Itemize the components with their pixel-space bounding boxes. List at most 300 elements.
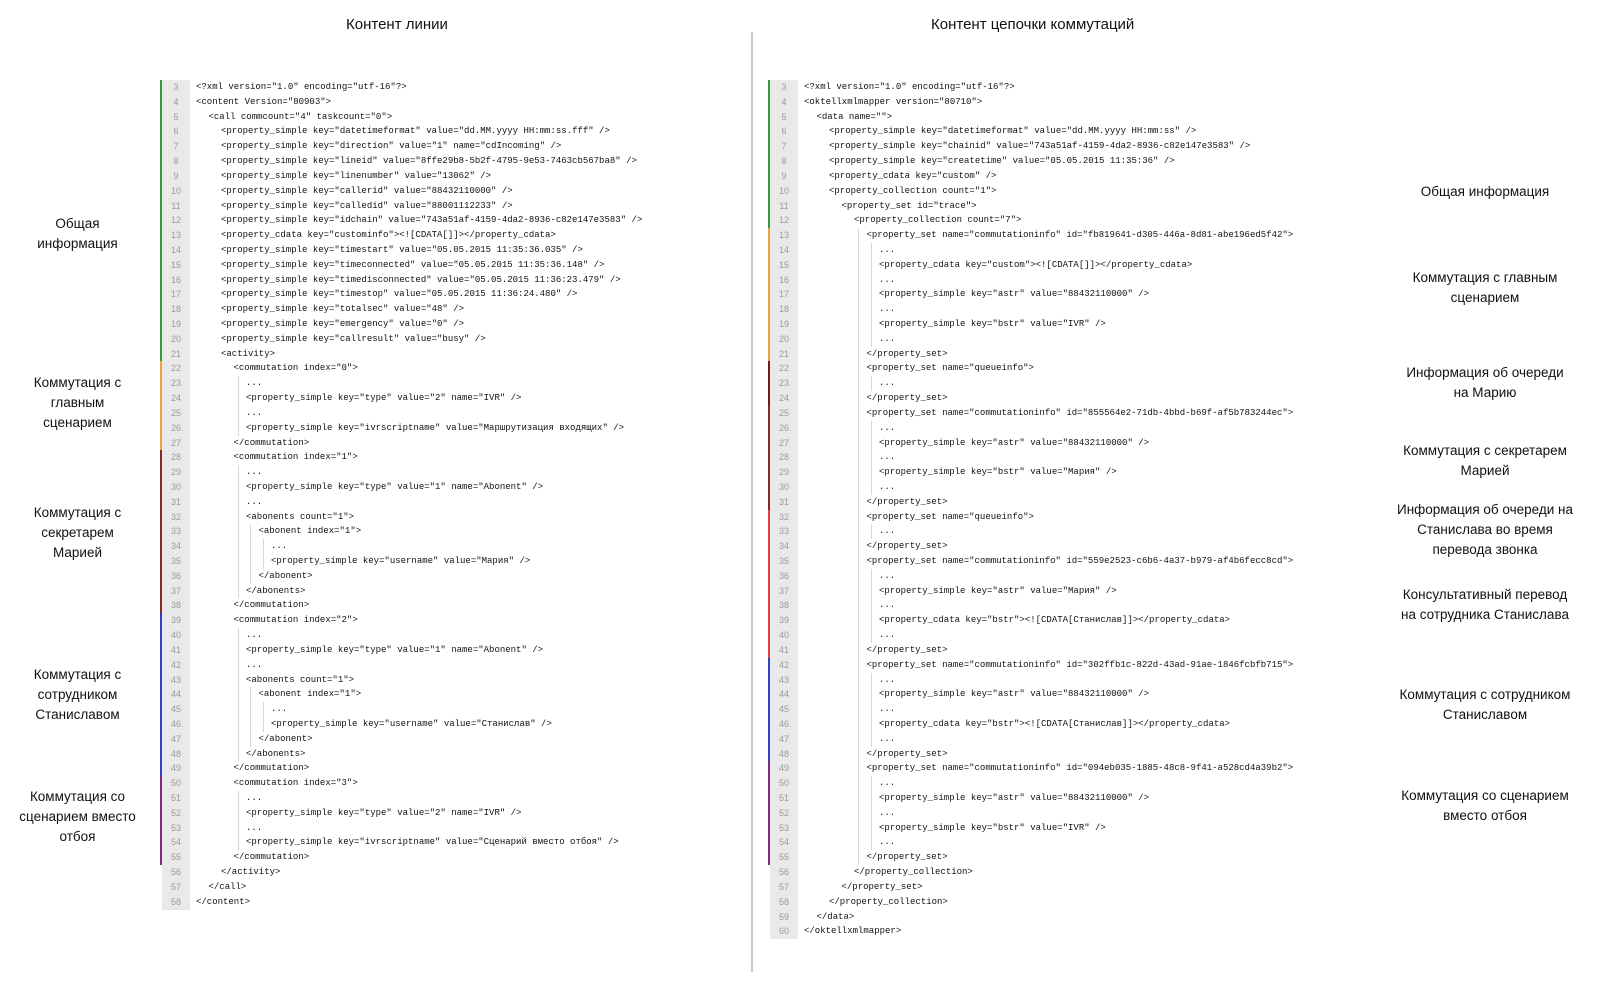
- code-line: [770, 510, 1370, 525]
- code-text: ...: [879, 733, 896, 744]
- code-line: [770, 910, 1370, 925]
- code-line: [770, 554, 1370, 569]
- code-line: [770, 421, 1370, 436]
- line-number: 53: [162, 821, 190, 836]
- line-number: 42: [162, 658, 190, 673]
- code-line: [162, 347, 742, 362]
- line-number: 19: [770, 317, 798, 332]
- code-line: [770, 228, 1370, 243]
- right-label-instead-hangup: Коммутация со сценарием вместо отбоя: [1401, 788, 1569, 823]
- right-label-main-scenario: Коммутация с главным сценарием: [1412, 270, 1558, 305]
- code-text: </oktellxmlmapper>: [804, 926, 902, 937]
- code-text: ...: [879, 378, 896, 389]
- code-text: <commutation index="3">: [233, 778, 358, 789]
- line-number: 3: [162, 80, 190, 95]
- line-number: 6: [162, 124, 190, 139]
- code-text: <property_set name="queueinfo">: [866, 511, 1034, 522]
- code-line: [162, 258, 742, 273]
- line-number: 33: [770, 524, 798, 539]
- code-text: ...: [879, 333, 896, 344]
- line-number: 56: [162, 865, 190, 880]
- line-number: 49: [162, 761, 190, 776]
- line-number: 7: [162, 139, 190, 154]
- code-line: [770, 480, 1370, 495]
- code-text: <abonents count="1">: [246, 674, 355, 685]
- code-text: <property_simple key="astr" value="88432110000" />: [879, 437, 1150, 448]
- line-number: 9: [162, 169, 190, 184]
- line-number: 47: [162, 732, 190, 747]
- code-text: ...: [246, 467, 263, 478]
- code-text: <property_set name="commutationinfo" id="855564e2-71db-4bbd-b69f-af5b783244ec">: [866, 407, 1294, 418]
- code-line: [162, 806, 742, 821]
- code-text: ...: [246, 407, 263, 418]
- code-text: </commutation>: [233, 600, 310, 611]
- code-text: ...: [879, 600, 896, 611]
- code-line: [162, 569, 742, 584]
- line-number: 6: [770, 124, 798, 139]
- line-number: 52: [162, 806, 190, 821]
- code-line: [770, 391, 1370, 406]
- code-line: [162, 184, 742, 199]
- line-number: 11: [770, 199, 798, 214]
- code-text: <property_simple key="totalsec" value="48" />: [221, 304, 465, 315]
- line-number: 10: [770, 184, 798, 199]
- code-text: <property_simple key="lineid" value="8ffe29b8-5b2f-4795-9e53-7463cb567ba8" />: [221, 156, 637, 167]
- right-column-title: Контент цепочки коммутаций: [931, 16, 1135, 33]
- code-text: ...: [879, 778, 896, 789]
- code-line: [770, 880, 1370, 895]
- line-number: 47: [770, 732, 798, 747]
- code-text: <property_cdata key="custominfo"><![CDATA[]]></property_cdata>: [221, 230, 556, 241]
- code-text: <property_simple key="type" value="2" name="IVR" />: [246, 807, 522, 818]
- left-label-secretary: Коммутация с секретарем Марией: [33, 505, 122, 560]
- code-text: <property_simple key="username" value="Мария" />: [271, 556, 531, 566]
- left-label-general: Общая информация: [37, 216, 118, 251]
- code-text: ...: [879, 570, 896, 581]
- code-line: [770, 791, 1370, 806]
- line-number: 46: [770, 717, 798, 732]
- code-text: <property_simple key="callerid" value="88432110000" />: [221, 185, 513, 196]
- line-number: 5: [162, 110, 190, 125]
- code-line: [162, 406, 742, 421]
- right-label-consult-transfer: Консультативный перевод на сотрудника Станислава: [1401, 587, 1569, 622]
- line-number: 17: [162, 287, 190, 302]
- code-line: [162, 495, 742, 510]
- line-number: 21: [162, 347, 190, 362]
- code-text: ...: [879, 244, 896, 255]
- line-number: 51: [770, 791, 798, 806]
- code-text: <commutation index="2">: [233, 615, 358, 626]
- line-number: 17: [770, 287, 798, 302]
- line-number: 7: [770, 139, 798, 154]
- code-line: [162, 213, 742, 228]
- code-line: [162, 332, 742, 347]
- code-text: ...: [271, 541, 288, 552]
- code-line: [770, 747, 1370, 762]
- left-label-instead-hangup: Коммутация со сценарием вместо отбоя: [19, 789, 136, 844]
- code-line: [770, 865, 1370, 880]
- code-text: <property_simple key="astr" value="Мария" />: [879, 585, 1117, 596]
- code-line: [770, 406, 1370, 421]
- code-text: </data>: [816, 911, 855, 922]
- line-number: 45: [770, 702, 798, 717]
- code-text: <property_simple key="callresult" value="busy" />: [221, 333, 486, 344]
- code-line: [770, 95, 1370, 110]
- line-number: 56: [770, 865, 798, 880]
- line-number: 44: [162, 687, 190, 702]
- code-text: <abonent index="1">: [258, 689, 362, 700]
- code-line: [162, 880, 742, 895]
- line-number: 27: [162, 436, 190, 451]
- code-text: </property_set>: [866, 393, 948, 404]
- line-number: 18: [162, 302, 190, 317]
- code-line: [770, 450, 1370, 465]
- code-line: [162, 895, 742, 910]
- code-line: [770, 347, 1370, 362]
- code-text: <property_set name="queueinfo">: [866, 363, 1034, 374]
- line-number: 49: [770, 761, 798, 776]
- code-text: <property_set name="commutationinfo" id="302ffb1c-822d-43ad-91ae-1846fcbfb715">: [866, 659, 1294, 670]
- right-label-secretary: Коммутация с секретарем Марией: [1403, 443, 1567, 478]
- code-line: [770, 702, 1370, 717]
- code-text: ...: [879, 704, 896, 715]
- code-text: <property_simple key="direction" value="1" name="cdIncoming" />: [221, 141, 562, 152]
- code-line: [770, 302, 1370, 317]
- code-line: [162, 287, 742, 302]
- column-divider: [751, 32, 753, 972]
- code-text: </property_set>: [866, 748, 948, 759]
- code-text: <property_set name="commutationinfo" id="094eb035-1885-48c8-9f41-a528cd4a39b2">: [866, 763, 1294, 774]
- line-number: 8: [162, 154, 190, 169]
- code-line: [162, 124, 742, 139]
- line-number: 42: [770, 658, 798, 673]
- code-line: [162, 169, 742, 184]
- code-line: [770, 895, 1370, 910]
- line-number: 43: [770, 673, 798, 688]
- line-number: 36: [162, 569, 190, 584]
- line-number: 30: [162, 480, 190, 495]
- code-line: [162, 273, 742, 288]
- code-text: <property_simple key="bstr" value="Мария" />: [879, 467, 1117, 478]
- line-number: 3: [770, 80, 798, 95]
- line-number: 37: [162, 584, 190, 599]
- code-text: <property_simple key="datetimeformat" value="dd.MM.yyyy HH:mm:ss.fff" />: [221, 126, 610, 137]
- code-line: [162, 658, 742, 673]
- code-text: </property_set>: [866, 644, 948, 655]
- code-text: </commutation>: [233, 437, 310, 448]
- code-line: [770, 332, 1370, 347]
- line-number: 39: [770, 613, 798, 628]
- line-number: 59: [770, 910, 798, 925]
- right-label-general: Общая информация: [1420, 184, 1550, 199]
- line-number: 43: [162, 673, 190, 688]
- code-text: <property_simple key="type" value="1" name="Abonent" />: [246, 644, 544, 655]
- code-line: [770, 154, 1370, 169]
- line-number: 32: [162, 510, 190, 525]
- code-text: ...: [879, 452, 896, 463]
- code-text: <abonents count="1">: [246, 511, 355, 522]
- code-line: [770, 835, 1370, 850]
- line-number: 45: [162, 702, 190, 717]
- code-line: [770, 524, 1370, 539]
- line-number: 26: [162, 421, 190, 436]
- line-number: 19: [162, 317, 190, 332]
- line-number: 36: [770, 569, 798, 584]
- code-text: </abonent>: [258, 733, 313, 744]
- line-number: 46: [162, 717, 190, 732]
- code-text: ...: [879, 274, 896, 285]
- code-text: ...: [879, 526, 896, 537]
- line-number: 48: [162, 747, 190, 762]
- line-number: 55: [162, 850, 190, 865]
- code-text: ...: [246, 630, 263, 641]
- code-line: [162, 524, 742, 539]
- code-line: [770, 569, 1370, 584]
- line-number: 20: [770, 332, 798, 347]
- code-line: [162, 850, 742, 865]
- line-number: 8: [770, 154, 798, 169]
- code-line: [162, 80, 742, 95]
- code-line: [162, 154, 742, 169]
- line-number: 34: [770, 539, 798, 554]
- code-line: [162, 436, 742, 451]
- code-text: <property_simple key="datetimeformat" value="dd.MM.yyyy HH:mm:ss" />: [829, 126, 1197, 137]
- line-number: 58: [770, 895, 798, 910]
- code-text: <property_simple key="chainid" value="743a51af-4159-4da2-8936-c82e147e3583" />: [829, 141, 1251, 152]
- line-number: 35: [770, 554, 798, 569]
- code-line: [162, 302, 742, 317]
- code-text: <content Version="80903">: [196, 96, 332, 107]
- line-number: 57: [770, 880, 798, 895]
- line-number: 24: [162, 391, 190, 406]
- line-number: 22: [162, 361, 190, 376]
- line-number: 27: [770, 436, 798, 451]
- code-line: [162, 673, 742, 688]
- code-text: <property_simple key="astr" value="88432110000" />: [879, 689, 1150, 700]
- line-number: 12: [770, 213, 798, 228]
- code-line: [770, 539, 1370, 554]
- code-text: <property_set id="trace">: [841, 200, 977, 211]
- line-number: 40: [770, 628, 798, 643]
- code-text: <?xml version="1.0" encoding="utf-16"?>: [804, 82, 1015, 92]
- code-text: <property_simple key="timedisconnected" value="05.05.2015 11:36:23.479" />: [221, 274, 621, 285]
- right-code-listing: [770, 80, 1370, 939]
- line-number: 57: [162, 880, 190, 895]
- line-number: 54: [162, 835, 190, 850]
- code-line: [770, 658, 1370, 673]
- line-number: 60: [770, 924, 798, 939]
- code-line: [770, 732, 1370, 747]
- code-text: ...: [879, 304, 896, 315]
- code-line: [770, 821, 1370, 836]
- code-text: <commutation index="0">: [233, 363, 358, 374]
- code-line: [162, 554, 742, 569]
- code-line: [770, 643, 1370, 658]
- line-number: 31: [162, 495, 190, 510]
- code-text: </activity>: [221, 867, 281, 878]
- line-number: 32: [770, 510, 798, 525]
- code-text: <oktellxmlmapper version="80710">: [804, 96, 983, 107]
- code-text: <property_simple key="type" value="1" name="Abonent" />: [246, 481, 544, 492]
- line-number: 55: [770, 850, 798, 865]
- code-line: [162, 465, 742, 480]
- code-text: <commutation index="1">: [233, 452, 358, 463]
- code-line: [162, 776, 742, 791]
- code-line: [770, 924, 1370, 939]
- code-text: ...: [246, 496, 263, 507]
- code-text: </abonents>: [246, 748, 306, 759]
- code-line: [770, 184, 1370, 199]
- code-text: <property_collection count="7">: [854, 215, 1022, 226]
- code-text: </property_collection>: [829, 896, 948, 907]
- code-text: <property_cdata key="custom"><![CDATA[]]></property_cdata>: [879, 259, 1193, 270]
- code-line: [162, 717, 742, 732]
- line-number: 13: [770, 228, 798, 243]
- code-line: [770, 717, 1370, 732]
- code-line: [770, 139, 1370, 154]
- code-line: [770, 110, 1370, 125]
- left-column-title: Контент линии: [346, 16, 448, 33]
- code-text: <abonent index="1">: [258, 526, 362, 537]
- line-number: 4: [770, 95, 798, 110]
- code-line: [770, 806, 1370, 821]
- code-line: [162, 317, 742, 332]
- line-number: 29: [770, 465, 798, 480]
- code-text: ...: [879, 422, 896, 433]
- code-line: [162, 421, 742, 436]
- line-number: 13: [162, 228, 190, 243]
- line-number: 21: [770, 347, 798, 362]
- code-text: </property_collection>: [854, 867, 973, 878]
- code-text: ...: [879, 481, 896, 492]
- line-number: 25: [162, 406, 190, 421]
- code-line: [162, 361, 742, 376]
- code-text: </commutation>: [233, 763, 310, 774]
- code-line: [770, 169, 1370, 184]
- line-number: 12: [162, 213, 190, 228]
- code-line: [162, 687, 742, 702]
- code-text: <property_simple key="username" value="Станислав" />: [271, 718, 552, 729]
- code-line: [162, 643, 742, 658]
- left-label-employee: Коммутация с сотрудником Станиславом: [33, 667, 122, 722]
- code-line: [162, 391, 742, 406]
- line-number: 38: [162, 598, 190, 613]
- code-line: [162, 732, 742, 747]
- code-line: [770, 287, 1370, 302]
- line-number: 35: [162, 554, 190, 569]
- code-line: [162, 95, 742, 110]
- code-text: ...: [246, 793, 263, 803]
- code-line: [770, 495, 1370, 510]
- line-number: 50: [162, 776, 190, 791]
- line-number: 48: [770, 747, 798, 762]
- code-line: [770, 598, 1370, 613]
- code-text: <property_simple key="createtime" value="05.05.2015 11:35:36" />: [829, 156, 1175, 167]
- code-text: </property_set>: [866, 496, 948, 507]
- right-label-employee: Коммутация с сотрудником Станиславом: [1399, 687, 1571, 722]
- code-text: <property_cdata key="custom" />: [829, 170, 997, 181]
- code-text: </property_set>: [841, 881, 923, 892]
- code-text: <property_simple key="calledid" value="88001112233" />: [221, 200, 513, 211]
- code-line: [770, 361, 1370, 376]
- line-number: 23: [770, 376, 798, 391]
- code-text: <property_simple key="astr" value="88432110000" />: [879, 793, 1150, 803]
- code-line: [770, 776, 1370, 791]
- code-line: [770, 124, 1370, 139]
- line-number: 30: [770, 480, 798, 495]
- code-text: <property_simple key="emergency" value="0" />: [221, 319, 465, 329]
- code-text: </content>: [196, 896, 251, 907]
- code-text: </abonent>: [258, 570, 313, 581]
- line-number: 31: [770, 495, 798, 510]
- code-line: [162, 761, 742, 776]
- code-line: [770, 584, 1370, 599]
- code-text: ...: [271, 704, 288, 715]
- code-line: [162, 702, 742, 717]
- right-label-queue-stanislav: Информация об очереди на Станислава во время перевода звонка: [1396, 502, 1573, 557]
- code-line: [162, 791, 742, 806]
- code-line: [162, 228, 742, 243]
- code-line: [770, 80, 1370, 95]
- line-number: 40: [162, 628, 190, 643]
- code-text: <data name="">: [816, 111, 893, 122]
- code-text: </property_set>: [866, 348, 948, 359]
- code-line: [162, 139, 742, 154]
- code-line: [770, 761, 1370, 776]
- code-line: [770, 465, 1370, 480]
- code-line: [162, 110, 742, 125]
- code-line: [162, 598, 742, 613]
- line-number: 14: [770, 243, 798, 258]
- code-text: <property_simple key="type" value="2" name="IVR" />: [246, 393, 522, 404]
- code-line: [162, 539, 742, 554]
- line-number: 54: [770, 835, 798, 850]
- code-line: [770, 850, 1370, 865]
- line-number: 22: [770, 361, 798, 376]
- code-line: [770, 273, 1370, 288]
- code-text: ...: [879, 674, 896, 685]
- code-text: <call commcount="4" taskcount="0">: [208, 111, 393, 122]
- code-line: [162, 584, 742, 599]
- line-number: 58: [162, 895, 190, 910]
- code-line: [162, 450, 742, 465]
- line-number: 29: [162, 465, 190, 480]
- code-text: <property_set name="commutationinfo" id="fb819641-d305-446a-8d81-abe196ed5f42">: [866, 230, 1294, 241]
- code-text: <property_simple key="idchain" value="743a51af-4159-4da2-8936-c82e147e3583" />: [221, 215, 643, 226]
- code-line: [162, 628, 742, 643]
- code-text: </property_set>: [866, 852, 948, 863]
- code-text: ...: [879, 630, 896, 641]
- code-line: [770, 376, 1370, 391]
- code-text: <property_simple key="ivrscriptname" value="Сценарий вместо отбоя" />: [246, 837, 619, 848]
- code-text: <property_simple key="astr" value="88432110000" />: [879, 289, 1150, 300]
- code-line: [162, 821, 742, 836]
- code-text: <property_simple key="ivrscriptname" value="Маршрутизация входящих" />: [246, 422, 625, 433]
- code-line: [162, 199, 742, 214]
- line-number: 50: [770, 776, 798, 791]
- code-line: [162, 613, 742, 628]
- line-number: 37: [770, 584, 798, 599]
- code-line: [770, 628, 1370, 643]
- code-line: [162, 835, 742, 850]
- line-number: 28: [770, 450, 798, 465]
- line-number: 52: [770, 806, 798, 821]
- line-number: 18: [770, 302, 798, 317]
- code-line: [162, 747, 742, 762]
- line-number: 24: [770, 391, 798, 406]
- line-number: 25: [770, 406, 798, 421]
- line-number: 34: [162, 539, 190, 554]
